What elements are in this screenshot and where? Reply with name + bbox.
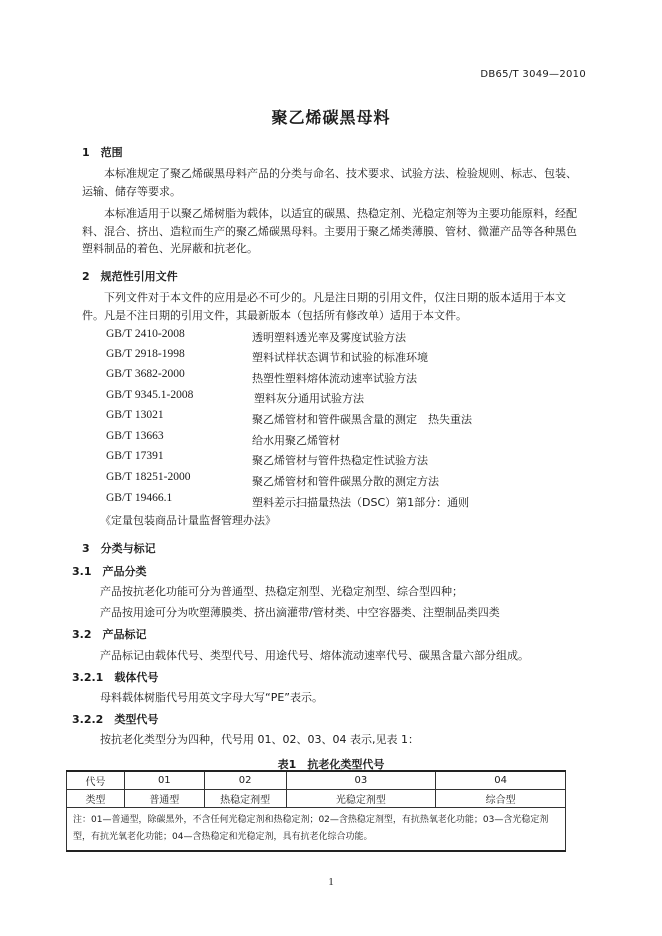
table-cell: 综合型 [436, 790, 566, 808]
section-3-2-paragraph-1: 产品标记由载体代号、类型代号、用途代号、熔体流动速率代号、碳黑含量六部分组成。 [100, 649, 529, 662]
table-cell: 普通型 [124, 790, 204, 808]
reference-title: 给水用聚乙烯管材 [252, 434, 340, 447]
document-title: 聚乙烯碳黑母料 [271, 108, 391, 127]
section-3-2-heading: 3.2 产品标记 [72, 628, 147, 641]
reference-title: 塑料灰分通用试验方法 [254, 392, 364, 405]
reference-title: 热塑性塑料熔体流动速率试验方法 [252, 372, 417, 385]
table-row [67, 808, 566, 852]
table-note: 注：01—普通型，除碳黑外，不含任何光稳定剂和热稳定剂；02—含热稳定剂型，有抗热氧老化功能；03—含光稳定剂型，有抗光氧老化功能；04—含热稳定和光稳定剂，具有抗老化综合功能。 [67, 808, 566, 852]
table-row [67, 771, 566, 790]
section-3-heading: 3 分类与标记 [82, 542, 156, 555]
section-3-2-2-heading: 3.2.2 类型代号 [72, 713, 159, 726]
section-3-1-paragraph-2: 产品按用途可分为吹塑薄膜类、挤出滴灌带/管材类、中空容器类、注塑制品类四类 [100, 606, 500, 619]
reference-code: GB/T 13663 [106, 430, 164, 442]
section-3-2-1-heading: 3.2.1 载体代号 [72, 671, 159, 684]
table-cell: 光稳定剂型 [286, 790, 436, 808]
table-row-label: 类型 [67, 790, 125, 808]
table-cell: 03 [286, 771, 436, 790]
standard-number: DB65/T 3049—2010 [480, 69, 586, 80]
reference-title: 聚乙烯管材与管件热稳定性试验方法 [252, 454, 428, 467]
reference-code: GB/T 3682-2000 [106, 368, 185, 380]
section-2-intro: 下列文件对于本文件的应用是必不可少的。凡是注日期的引用文件，仅注日期的版本适用于本文件。凡是不注日期的引用文件，其最新版本（包括所有修改单）适用于本文件。 [82, 291, 566, 322]
section-2-heading: 2 规范性引用文件 [82, 270, 178, 283]
reference-code: GB/T 19466.1 [106, 492, 173, 504]
table-cell: 01 [124, 771, 204, 790]
reference-extra: 《定量包装商品计量监督管理办法》 [100, 514, 276, 527]
reference-code: GB/T 2918-1998 [106, 348, 185, 360]
table-header-label: 代号 [67, 771, 125, 790]
table-cell: 04 [436, 771, 566, 790]
reference-code: GB/T 17391 [106, 450, 164, 462]
section-3-1-paragraph-1: 产品按抗老化功能可分为普通型、热稳定剂型、光稳定剂型、综合型四种； [100, 585, 463, 598]
reference-title: 塑料差示扫描量热法（DSC）第1部分：通则 [252, 496, 470, 509]
section-3-1-heading: 3.1 产品分类 [72, 565, 147, 578]
section-1-paragraph-1: 本标准规定了聚乙烯碳黑母料产品的分类与命名、技术要求、试验方法、检验规则、标志、包装、运输、储存等要求。 [82, 167, 577, 198]
section-3-2-1-paragraph: 母料载体树脂代号用英文字母大写“PE”表示。 [100, 691, 323, 704]
reference-code: GB/T 13021 [106, 409, 164, 421]
table-1 [66, 770, 566, 852]
section-1-paragraph-2: 本标准适用于以聚乙烯树脂为载体，以适宜的碳黑、热稳定剂、光稳定剂等为主要功能原料，经配料、混合、挤出、造粒而生产的聚乙烯碳黑母料。主要用于聚乙烯类薄膜、管材、微灌产品等各种黑色塑料制品的着色、光屏蔽和抗老化。 [82, 207, 577, 255]
reference-code: GB/T 18251-2000 [106, 471, 191, 483]
reference-code: GB/T 9345.1-2008 [106, 389, 194, 401]
table-cell: 02 [204, 771, 286, 790]
reference-code: GB/T 2410-2008 [106, 328, 185, 340]
table-cell: 热稳定剂型 [204, 790, 286, 808]
reference-title: 聚乙烯管材和管件碳黑分散的测定方法 [252, 475, 439, 488]
section-1-heading: 1 范围 [82, 146, 123, 159]
table-1-title: 表1 抗老化类型代号 [277, 758, 385, 771]
table-row [67, 790, 566, 808]
reference-title: 透明塑料透光率及雾度试验方法 [252, 331, 406, 344]
reference-title: 塑料试样状态调节和试验的标准环境 [252, 351, 428, 364]
page-number: 1 [328, 876, 334, 888]
reference-title: 聚乙烯管材和管件碳黑含量的测定 热失重法 [252, 413, 472, 426]
section-3-2-2-paragraph: 按抗老化类型分为四种，代号用 01、02、03、04 表示,见表 1： [100, 733, 419, 746]
